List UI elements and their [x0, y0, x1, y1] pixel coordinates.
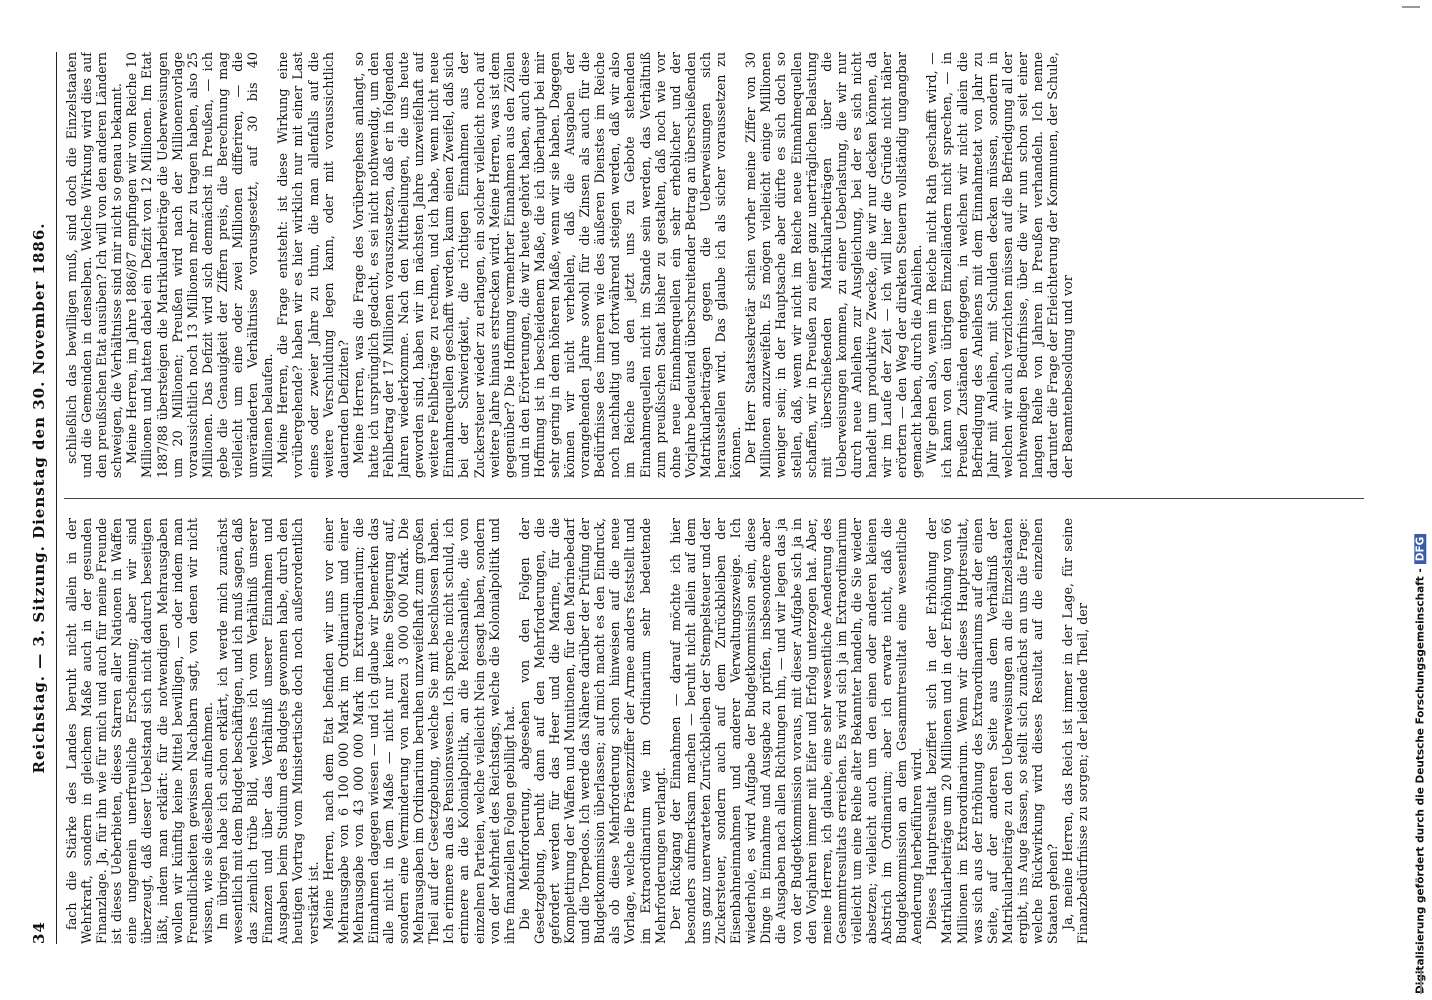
paragraph: Im übrigen habe ich schon erklärt, ich werde mich zunächst wesentlich mit dem Budget beschäftigen, und ich muß sagen, daß das ziemlich trübe Bild, welches ich vom Verhältniß unserer Finanzen und über das Verhältniß unserer Einnahmen und Ausgaben beim Studium des Budgets gewonnen habe, durch den heutigen Vortrag vom Ministertische doch noch außerordentlich verstärkt ist.: [214, 518, 321, 944]
paragraph: Wir gehen also, wenn im Reiche nicht Rath geschafft wird, — ich kann von den übrigen Einzelländern nicht sprechen, — in Preußen Zuständen entgegen, in welchen wir nicht allein die Befriedigung des Anleihens mit dem Einnahmetat von Jahr zu Jahr mit Anleihen, mit Schulden decken müssen, sondern in welchen wir auch verzichten müssen auf die Befriedigung all der nothwendigen Bedürfnisse, über die wir nun schon seit einer langen Reihe von Jahren in Preußen verhandeln. Ich nenne darunter die Frage der Erleichterung der Kommunen, der Schule, der Beamtenbesoldung und vor: [924, 52, 1076, 478]
paragraph: Der Herr Staatssekretär schien vorher meine Ziffer von 30 Millionen anzuzweifeln. Es mögen vielleicht einige Millionen weniger sein; in der Hauptsache aber dürfte es sich doch so stellen, daß, wenn wir nicht im Reiche neue Einnahmequellen schaffen, wir in Preußen zu einer ganz unerträglichen Belastung mit überschießenden Matrikularbeiträgen über die Ueberweisungen kommen, zu einer Ueberlastung, die wir nur durch neue Anleihen zur Ausgleichung, bei der es sich nicht handelt um produktive Zwecke, die wir nur decken können, da wir im Laufe der Zeit — ich will hier die Gründe nicht näher erörtern — den Weg der direkten Steuern vollständig ungangbar gemacht haben, durch die Anleihen.: [743, 52, 925, 478]
dfg-logo: DFG: [1414, 534, 1426, 565]
credit-text: Digitalisierung gefördert durch die Deutsche Forschungsgemeinschaft -: [1414, 568, 1426, 994]
scan-edge-mark: [1420, 970, 1430, 994]
paragraph: Der Rückgang der Einnahmen — darauf möchte ich hier besonders aufmerksam machen — beruht nicht allein auf dem uns ganz unerwarteten Zurückbleiben der Stempelsteuer und der Zuckersteuer, sondern auch auf dem Zurückbleiben der Eisenbahneinnahmen und anderer Verwaltungszweige. Ich wiederhole, es wird Aufgabe der Budgetkommission sein, diese Dinge in Einnahme und Ausgabe zu prüfen, insbesondere aber die Ausgaben nach allen Richtungen hin, — und wir legen das ja von der Budgetkommission voraus, mit dieser Aufgabe sich ja in den Vorjahren immer mit Eifer und Erfolg unterzogen hat. Aber, meine Herren, ich glaube, eine sehr wesentliche Aenderung des Gesammtresultats erreichen. Es wird sich ja im Extraordinarium vielleicht um eine Reihe alter Bekannter handeln, die Sie wieder absetzen; vielleicht auch um den einen oder anderen kleinen Abstrich im Ordinarium; aber ich erwarte nicht, daß die Budgetkommission an dem Gesammtresultat eine wesentliche Aenderung herbeiführen wird.: [667, 518, 925, 944]
paragraph: Meine Herren, nach dem Etat befinden wir uns vor einer Mehrausgabe von 6 100 000 Mark im Ordinarium und einer Mehrausgabe von 43 000 000 Mark im Extraordinarium; die Einnahmen dagegen wiesen — und ich glaube wir bemerken das alle nicht in dem Maße — nicht nur keine Steigerung auf, sondern eine Verminderung von nahezu 3 000 000 Mark. Die Mehrausgaben im Ordinarium beruhen unzweifelhaft zum großen Theil auf der Gesetzgebung, welche Sie mit beschlossen haben. Ich erinnere an das Pensionswesen. Ich spreche nicht schuld, ich erinnere an die Kolonialpolitik, an die Reichsanleihe, die von einzelnen Parteien, welche vielleicht Nein gesagt haben, sondern von der Mehrheit des Reichstags, welche die Kolonialpolitik und ihre finanziellen Folgen gebilligt hat.: [320, 518, 517, 944]
running-title: Reichstag. — 3. Sitzung. Dienstag den 30. November 1886.: [30, 222, 48, 774]
text-column-left: [64, 518, 1364, 944]
header-rule: [56, 52, 57, 944]
paragraph: fach die Stärke des Landes beruht nicht allein in der Wehrkraft, sondern in gleichem Maße auch in der gesunden Finanzlage. Ja, für ihn wie für mich und auch für meine Freunde ist dieses Ueberbieten, dieses Starren aller Nationen in Waffen eine ungemein unerfreuliche Erscheinung; aber wir sind überzeugt, daß dieser Uebelstand sich nicht dadurch beseitigen läßt, indem man erklärt: für die notwendigen Mehrausgaben wollen wir künftig keine Mittel bewilligen, — oder indem man Freundlichkeiten gewissen Nachbarn sagt, von denen wir nicht wissen, wie sie dieselben aufnehmen.: [64, 518, 215, 944]
paragraph: Die Mehrforderung, abgesehen von den Folgen der Gesetzgebung, beruht dann auf den Mehrforderungen, die gefordert werden für das Heer und die Marine, für die Komplettirung der Waffen und Munitionen, für den Marinebedarf und die Torpedos. Ich werde das Nähere darüber der Prüfung der Budgetkommission überlassen; auf mich macht es den Eindruck, als ob diese Mehrforderung schon hinweisen auf die neue Vorlage, welche die Präsenzziffer der Armee anders feststellt und im Extraordinarium wie im Ordinarium sehr bedeutende Mehrforderungen verlangt.: [516, 518, 668, 944]
digitization-credit: [1402, 94, 1426, 994]
paragraph: schließlich das bewilligen muß, sind doch die Einzelstaaten und die Gemeinden in denselben. Welche Wirkung wird dies auf den preußischen Etat ausüben? Ich will von den anderen Ländern schweigen, die Verhältnisse sind mir nicht so genau bekannt.: [64, 52, 125, 478]
paragraph: Meine Herren, was die Frage des Vorübergehens anlangt, so hatte ich ursprünglich gedacht, es sei nicht nothwendig, um den Fehlbetrag der 17 Millionen vorauszusetzen, daß er in folgenden Jahren wiederkomme. Nach den Mittheilungen, die uns heute geworden sind, haben wir im nächsten Jahre unzweifelhaft auf weitere Fehlbeträge zu rechnen, und ich habe, wenn nicht neue Einnahmequellen geschafft werden, kaum einen Zweifel, daß sich bei der Schwierigkeit, die richtigen Einnahmen aus der Zuckersteuer wieder zu erlangen, ein solcher vielleicht noch auf weitere Jahre hinaus erstrecken wird. Meine Herren, was ist dem gegenüber? Die Hoffnung vermehrter Einnahmen aus den Zöllen und in den Erörterungen, die wir heute gehört haben, auch diese Hoffnung ist in bescheidenem Maße, die ich überhaupt bei mir sehr gering in dem höheren Maße, wenn wir sie haben. Dagegen können wir nicht verhehlen, daß die Ausgaben der vorangehenden Jahre sowohl für die Zinsen als auch für die Bedürfnisse des inneren wie des äußeren Dienstes im Reiche noch nachhaltig und fortwährend steigen werden, daß wir also im Reiche aus den jetzt uns zu Gebote stehenden Einnahmequellen nicht im Stande sein werden, das Verhältniß zum preußischen Staat bisher zu gestalten, daß noch wie vor ohne neue Einnahmequellen ein sehr erheblicher und der Vorjahre bedeutend überschreitender Betrag an überschießenden Matrikularbeiträgen gegen die Ueberweisungen sich herausstellen wird. Das glaube ich als sicher voraussetzen zu können.: [350, 52, 744, 478]
column-divider: [64, 498, 1364, 499]
paragraph: Meine Herren, im Jahre 1886/87 empfingen wir vom Reiche 10 Millionen und hatten dabei ein Defizit von 12 Millionen. Im Etat 1887/88 übersteigen die Matrikularbeiträge die Ueberweisungen um 20 Millionen; Preußen wird nach der Millionenvorlage voraussichtlich noch 13 Millionen mehr zu tragen haben, also 25 Millionen. Das Defizit wird sich demnächst in Preußen, — ich gebe die Genauigkeit der Ziffern preis, die Berechnung mag vielleicht um eine oder zwei Millionen differiren, — die unveränderten Verhältnisse vorausgesetzt, auf 30 bis 40 Millionen belaufen.: [124, 52, 276, 478]
paragraph: Ja, meine Herren, das Reich ist immer in der Lage, für seine Finanzbedürfnisse zu sorgen; der leidende Theil, der: [1060, 518, 1091, 944]
document-page: [18, 52, 1380, 944]
paragraph: Meine Herren, die Frage entsteht: ist diese Wirkung eine vorübergehende? haben wir es hier wirklich nur mit einer Last eines oder zweier Jahre zu thun, die man allenfalls auf die weitere Verschuldung legen kann, oder mit voraussichtlich dauernden Defiziten?: [275, 52, 351, 478]
running-head: [30, 52, 54, 944]
scan-edge-mark: [1402, 6, 1420, 18]
text-column-right: [64, 52, 1364, 478]
page-number: 34: [30, 921, 48, 944]
paragraph: Dieses Hauptresultat beziffert sich in der Erhöhung der Matrikularbeiträge um 20 Millionen und in der Erhöhung von 66 Millionen im Extraordinarium. Wenn wir dieses Hauptresultat, was sich aus der Erhöhung des Extraordinariums auf der einen Seite, auf der anderen Seite aus dem Verhältniß der Matrikularbeiträge zu den Ueberweisungen an die Einzelstaaten ergibt, ins Auge fassen, so stellt sich zunächst an uns die Frage: welche Rückwirkung wird dieses Resultat auf die einzelnen Staaten gehen?: [924, 518, 1061, 944]
